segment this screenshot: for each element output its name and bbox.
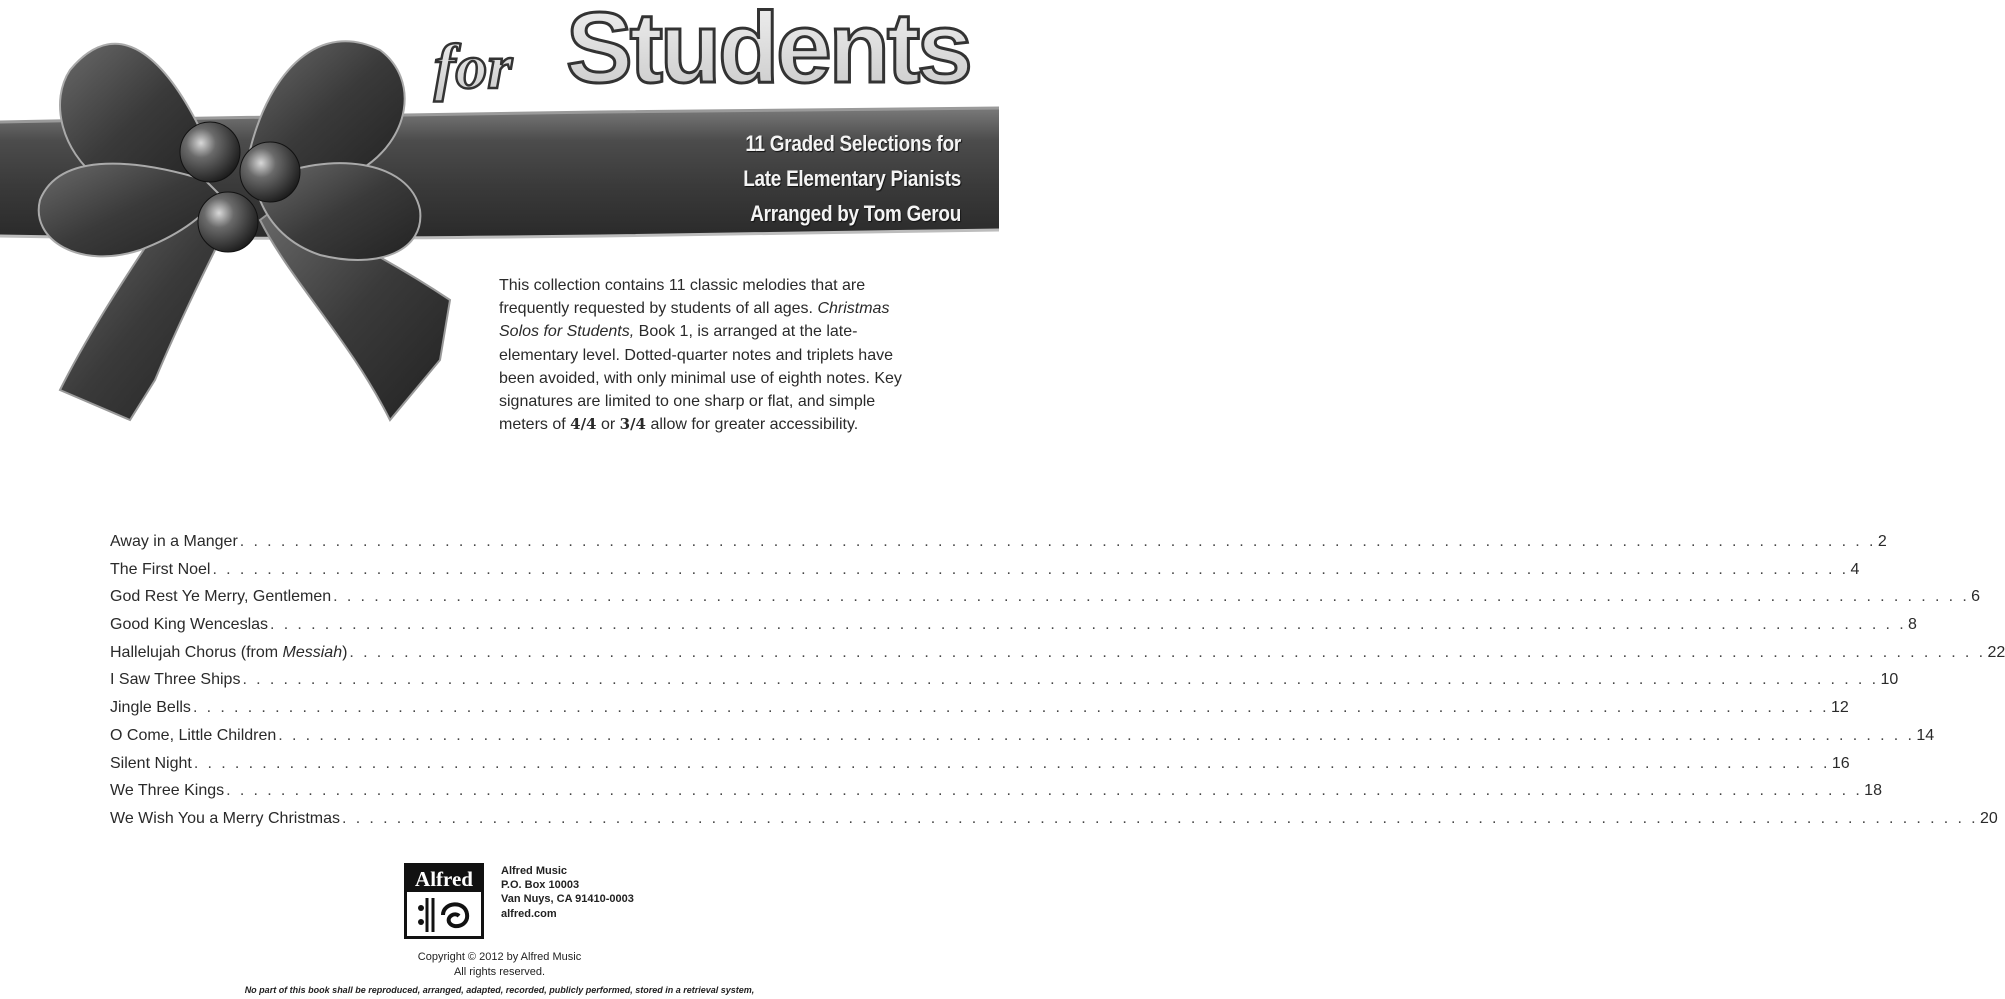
toc-row xyxy=(110,533,1887,561)
toc-page-number: 4 xyxy=(1850,560,1860,578)
toc-row xyxy=(110,560,1860,589)
title-main: Students xyxy=(566,0,970,104)
toc-dot-leader: . . . . . . . . . . . . . . . . . . . . . . . . . . . . . . . . . . . . . . . . . . . . . . . . . . . . . . . . . . . . . . . . . . . . . . . . . . . . . . . . . . . . . . . . . . . . . . . . . . . . . . . . . . . . . . . . . . . . . . . . xyxy=(270,616,1907,634)
toc-dot-leader: . . . . . . . . . . . . . . . . . . . . . . . . . . . . . . . . . . . . . . . . . . . . . . . . . . . . . . . . . . . . . . . . . . . . . . . . . . . . . . . . . . . . . . . . . . . . . . . . . . . . . . . . . . . . . . . . . . . . . . . . xyxy=(193,754,1830,772)
description-ending: allow for greater accessibility. xyxy=(650,416,859,434)
toc-dot-leader: . . . . . . . . . . . . . . . . . . . . . . . . . . . . . . . . . . . . . . . . . . . . . . . . . . . . . . . . . . . . . . . . . . . . . . . . . . . . . . . . . . . . . . . . . . . . . . . . . . . . . . . . . . . . . . . . . . . . . . . . xyxy=(278,726,1915,744)
toc-row xyxy=(110,643,2005,672)
toc-dot-leader: . . . . . . . . . . . . . . . . . . . . . . . . . . . . . . . . . . . . . . . . . . . . . . . . . . . . . . . . . . . . . . . . . . . . . . . . . . . . . . . . . . . . . . . . . . . . . . . . . . . . . . . . . . . . . . . . . . . . . . . . xyxy=(226,782,1863,800)
toc-title xyxy=(110,699,191,717)
toc-row xyxy=(110,726,1935,755)
logo-wordmark: Alfred xyxy=(407,866,481,892)
copyright-line: Copyright © 2012 by Alfred Music xyxy=(417,951,582,963)
publisher-website[interactable]: alfred.com xyxy=(501,907,557,920)
description-connector: or xyxy=(600,416,616,434)
toc-title xyxy=(110,616,268,634)
toc-row xyxy=(110,754,1850,783)
book-title: Christmas Solos for Students, xyxy=(499,300,890,341)
toc-page-number: 14 xyxy=(1916,726,1935,744)
toc-page-number: 2 xyxy=(1877,533,1887,550)
ornament-ball xyxy=(180,122,240,182)
toc-title-text: I Saw Three Ships xyxy=(110,671,241,689)
toc-dot-leader: . . . . . . . . . . . . . . . . . . . . . . . . . . . . . . . . . . . . . . . . . . . . . . . . . . . . . . . . . . . . . . . . . . . . . . . . . . . . . . . . . . . . . . . . . . . . . . . . . . . . . . . . . . . . . . . . . . . . . . . . xyxy=(212,560,1849,578)
toc-title xyxy=(110,755,192,773)
toc-page-number: 20 xyxy=(1980,809,1998,827)
toc-dot-leader: . . . . . . . . . . . . . . . . . . . . . . . . . . . . . . . . . . . . . . . . . . . . . . . . . . . . . . . . . . . . . . . . . . . . . . . . . . . . . . . . . . . . . . . . . . . . . . . . . . . . . . . . . . . . . . . . . . . . . . . . xyxy=(342,809,1979,827)
toc-page-number: 18 xyxy=(1864,782,1882,800)
copyright-notice xyxy=(0,950,999,980)
toc-title-text: We Wish You a Merry Christmas xyxy=(110,809,340,827)
publisher-info xyxy=(404,861,704,941)
toc-title-text: O Come, Little Children xyxy=(110,726,277,744)
toc-title-text: The First Noel xyxy=(110,560,211,578)
ornament-ball xyxy=(240,142,300,202)
legal-notice: No part of this book shall be reproduced, arranged, adapted, recorded, publicly performed, stored in a retrieval system, xyxy=(244,985,755,995)
time-signature-four-four: 4/4 xyxy=(570,415,597,434)
toc-page-number: 12 xyxy=(1830,699,1849,717)
publisher-address xyxy=(501,864,634,921)
toc-title-text: Silent Night xyxy=(110,754,192,772)
toc-dot-leader: . . . . . . . . . . . . . . . . . . . . . . . . . . . . . . . . . . . . . . . . . . . . . . . . . . . . . . . . . . . . . . . . . . . . . . . . . . . . . . . . . . . . . . . . . . . . . . . . . . . . . . . . . . . . . . . . . . . . . . . . xyxy=(333,588,1970,606)
toc-title xyxy=(110,644,347,662)
toc-page-number: 16 xyxy=(1831,754,1850,772)
publisher-po-box: P.O. Box 10003 xyxy=(501,879,580,892)
toc-page-number: 10 xyxy=(1880,671,1899,689)
alfred-logo xyxy=(404,863,484,939)
ribbon-bow-illustration xyxy=(20,0,470,450)
toc-title-text: God Rest Ye Merry, Gentlemen xyxy=(110,588,332,606)
toc-title-text: We Three Kings xyxy=(110,782,225,800)
toc-title-text: Good King Wenceslas xyxy=(110,616,269,634)
subtitle-line: Late Elementary Pianists xyxy=(743,166,961,191)
title-script: for xyxy=(434,31,513,102)
toc-dot-leader: . . . . . . . . . . . . . . . . . . . . . . . . . . . . . . . . . . . . . . . . . . . . . . . . . . . . . . . . . . . . . . . . . . . . . . . . . . . . . . . . . . . . . . . . . . . . . . . . . . . . . . . . . . . . . . . . . . . . . . . . xyxy=(192,699,1829,717)
toc-row xyxy=(110,588,1981,616)
publisher-name: Alfred Music xyxy=(501,865,568,877)
toc-title xyxy=(110,671,240,689)
toc-row xyxy=(110,699,1849,727)
ornament-ball xyxy=(198,192,258,252)
publisher-city: Van Nuys, CA 91410-0003 xyxy=(501,893,634,906)
toc-dot-leader: . . . . . . . . . . . . . . . . . . . . . . . . . . . . . . . . . . . . . . . . . . . . . . . . . . . . . . . . . . . . . . . . . . . . . . . . . . . . . . . . . . . . . . . . . . . . . . . . . . . . . . . . . . . . . . . . . . . . . . . . xyxy=(242,671,1879,689)
description-body: Book 1, is arranged at the late-elementary level. Dotted-quarter notes and triplets have been avoided, with only minimal use of eighth notes. Key signatures are limited to one sharp or flat, and simple meters of xyxy=(499,323,902,434)
toc-row xyxy=(110,809,1998,838)
toc-title xyxy=(110,782,224,800)
toc-row xyxy=(110,782,1882,810)
toc-title xyxy=(110,810,340,828)
toc-page-number: 22 xyxy=(1987,643,2005,661)
toc-title xyxy=(110,588,331,606)
toc-title-suffix: ) xyxy=(342,643,348,661)
toc-title-text: Hallelujah Chorus (from xyxy=(110,643,283,661)
toc-title xyxy=(110,561,210,579)
rights-line: All rights reserved. xyxy=(453,966,546,978)
music-clef-icon xyxy=(413,894,475,936)
toc-page-number: 6 xyxy=(1971,588,1981,606)
toc-dot-leader: . . . . . . . . . . . . . . . . . . . . . . . . . . . . . . . . . . . . . . . . . . . . . . . . . . . . . . . . . . . . . . . . . . . . . . . . . . . . . . . . . . . . . . . . . . . . . . . . . . . . . . . . . . . . . . . . . . . . . . . . xyxy=(239,533,1876,550)
toc-dot-leader: . . . . . . . . . . . . . . . . . . . . . . . . . . . . . . . . . . . . . . . . . . . . . . . . . . . . . . . . . . . . . . . . . . . . . . . . . . . . . . . . . . . . . . . . . . . . . . . . . . . . . . . . . . . . . . . . . . . . . . . . xyxy=(349,643,1986,661)
toc-title-text: Away in a Manger xyxy=(110,533,238,550)
cover-title xyxy=(430,0,970,104)
time-signature-three-four: 3/4 xyxy=(619,415,646,434)
toc-row xyxy=(110,616,1917,644)
toc-row xyxy=(110,671,1899,699)
collection-description xyxy=(499,274,919,436)
description-intro: This collection contains 11 classic melodies that are frequently requested by students of all ages. xyxy=(499,277,866,318)
toc-title-text: Jingle Bells xyxy=(110,699,191,717)
toc-page-number: 8 xyxy=(1908,616,1917,634)
toc-title-italic: Messiah xyxy=(282,643,343,661)
subtitle-line: 11 Graded Selections for xyxy=(745,131,961,156)
table-of-contents xyxy=(110,533,2005,838)
toc-title xyxy=(110,533,238,551)
toc-title xyxy=(110,727,276,745)
subtitle-line: Arranged by Tom Gerou xyxy=(750,201,961,226)
subtitle xyxy=(600,126,961,231)
